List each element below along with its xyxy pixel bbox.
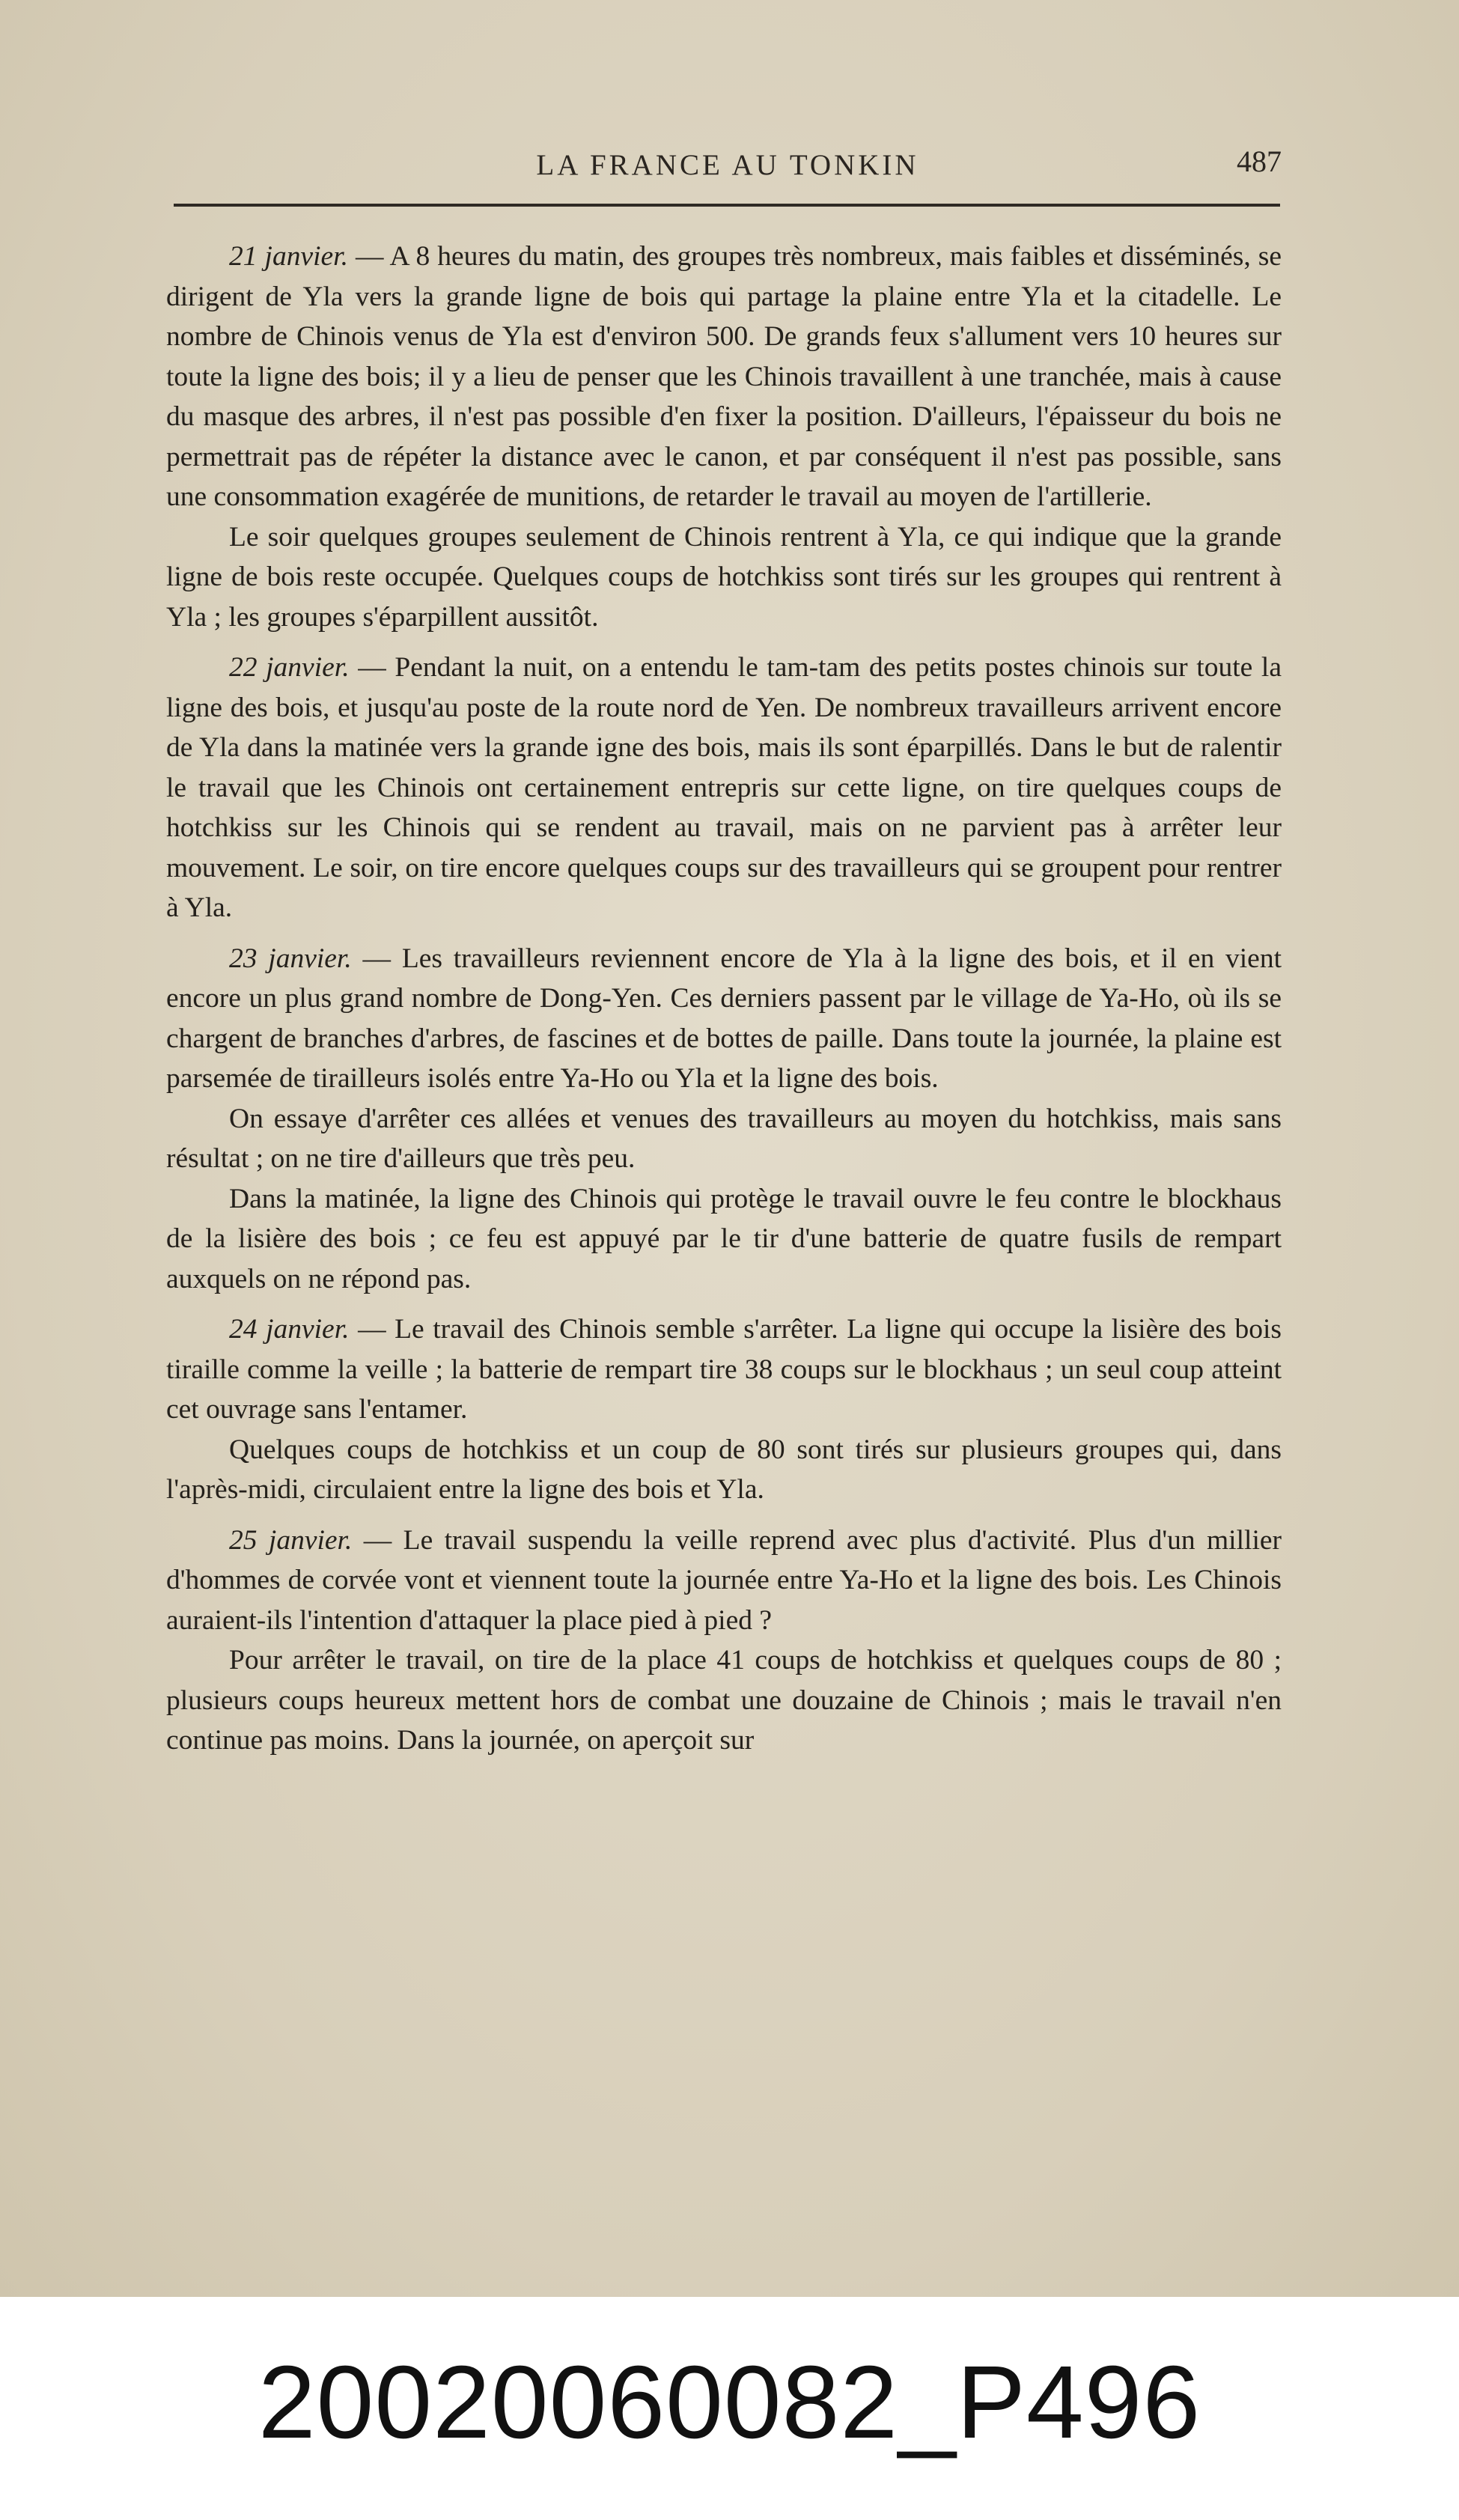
paragraph bbox=[166, 939, 1282, 1099]
entry-date: 22 janvier. bbox=[229, 652, 350, 683]
entry-21-janvier bbox=[166, 237, 1282, 637]
header-rule bbox=[174, 204, 1280, 207]
paragraph-text: On essaye d'arrêter ces allées et venues des travailleurs au moyen du hotchkiss, mais sans résultat ; on ne tire d'ailleurs que très peu. bbox=[166, 1103, 1282, 1174]
entry-date: 25 janvier. bbox=[229, 1524, 353, 1556]
body-text bbox=[166, 237, 1282, 1771]
entry-date: 24 janvier. bbox=[229, 1314, 350, 1345]
paragraph-text: — Le travail suspendu la veille reprend avec plus d'activité. Plus d'un millier d'hommes de corvée vont et viennent toute la journée entre Ya-Ho et la ligne des bois. Les Chinois auraient-ils l'intention d'attaquer la place pied à pied ? bbox=[166, 1524, 1282, 1636]
paragraph bbox=[166, 1099, 1282, 1179]
paragraph bbox=[166, 237, 1282, 517]
page-number: 487 bbox=[1237, 144, 1282, 178]
paragraph-text: — Les travailleurs reviennent encore de Yla à la ligne des bois, et il en vient encore un plus grand nombre de Dong-Yen. Ces derniers passent par le village de Ya-Ho, où ils se chargent de branches d'arbres, de fascines et de bottes de paille. Dans toute la journée, la plaine est parsemée de tirailleurs isolés entre Ya-Ho ou Yla et la ligne des bois. bbox=[166, 943, 1282, 1094]
paragraph-text: Pour arrêter le travail, on tire de la place 41 coups de hotchkiss et quelques coups de 80 ; plusieurs coups heureux mettent hors de combat une douzaine de Chinois ; mais le travail n'en continue pas moins. Dans la journée, on aperçoit sur bbox=[166, 1645, 1282, 1756]
paragraph bbox=[166, 648, 1282, 928]
paragraph bbox=[166, 1640, 1282, 1761]
paragraph bbox=[166, 1430, 1282, 1510]
paragraph-text: Dans la matinée, la ligne des Chinois qui protège le travail ouvre le feu contre le blockhaus de la lisière des bois ; ce feu est appuyé par le tir d'une batterie de quatre fusils de rempart auxquels on ne répond pas. bbox=[166, 1183, 1282, 1294]
paragraph-text: Quelques coups de hotchkiss et un coup de 80 sont tirés sur plusieurs groupes qui, dans l'après-midi, circulaient entre la ligne des bois et Yla. bbox=[166, 1434, 1282, 1505]
entry-25-janvier bbox=[166, 1521, 1282, 1761]
entry-22-janvier bbox=[166, 648, 1282, 928]
paragraph-text: — Le travail des Chinois semble s'arrêter. La ligne qui occupe la lisière des bois tiraille comme la veille ; la batterie de rempart tire 38 coups sur le blockhaus ; un seul coup atteint cet ouvrage sans l'entamer. bbox=[166, 1314, 1282, 1425]
scan-identifier: 20020060082_P496 bbox=[258, 2345, 1201, 2460]
page-header bbox=[174, 144, 1282, 189]
paragraph bbox=[166, 517, 1282, 638]
entry-date: 23 janvier. bbox=[229, 943, 352, 974]
paragraph bbox=[166, 1179, 1282, 1300]
paragraph bbox=[166, 1521, 1282, 1641]
entry-24-janvier bbox=[166, 1309, 1282, 1510]
entry-23-janvier bbox=[166, 939, 1282, 1300]
paragraph-text: Le soir quelques groupes seulement de Chinois rentrent à Yla, ce qui indique que la grande ligne de bois reste occupée. Quelques coups de hotchkiss sont tirés sur les groupes qui rentrent à Yla ; les groupes s'éparpillent aussitôt. bbox=[166, 521, 1282, 633]
running-title: LA FRANCE AU TONKIN bbox=[536, 149, 919, 181]
paragraph bbox=[166, 1309, 1282, 1430]
paragraph-text: — Pendant la nuit, on a entendu le tam-tam des petits postes chinois sur toute la ligne des bois, et jusqu'au poste de la route nord de Yen. De nombreux travailleurs arrivent encore de Yla dans la matinée vers la grande igne des bois, mais ils sont éparpillés. Dans le but de ralentir le travail que les Chinois ont certainement entrepris sur cette ligne, on tire quelques coups de hotchkiss sur les Chinois qui se rendent au travail, mais on ne parvient pas à arrêter leur mouvement. Le soir, on tire encore quelques coups sur des travailleurs qui se groupent pour rentrer à Yla. bbox=[166, 652, 1282, 923]
entry-date: 21 janvier. bbox=[229, 241, 348, 272]
paragraph-text: — A 8 heures du matin, des groupes très nombreux, mais faibles et disséminés, se dirigent de Yla vers la grande ligne de bois qui partage la plaine entre Yla et la citadelle. Le nombre de Chinois venus de Yla est d'environ 500. De grands feux s'allument vers 10 heures sur toute la ligne des bois; il y a lieu de penser que les Chinois travaillent à une tranchée, mais à cause du masque des arbres, il n'est pas possible d'en fixer la position. D'ailleurs, l'épaisseur du bois ne permettrait pas de répéter la distance avec le canon, et par conséquent il n'est pas possible, sans une consommation exagérée de munitions, de retarder le travail au moyen de l'artillerie. bbox=[166, 241, 1282, 512]
